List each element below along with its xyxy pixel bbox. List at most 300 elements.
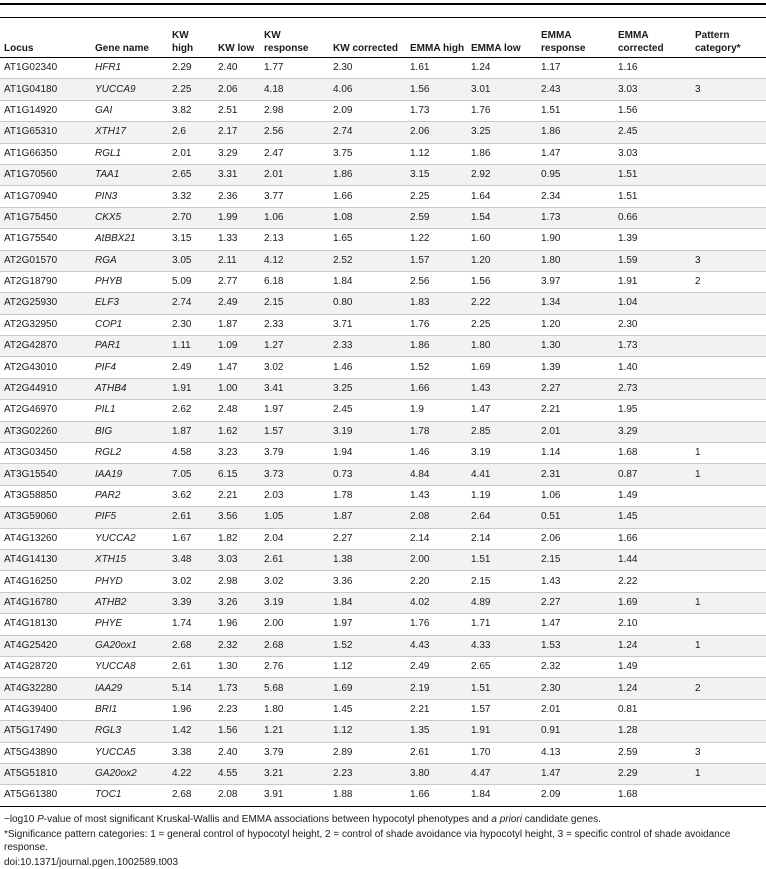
cell-kw-low: 4.55 bbox=[214, 763, 260, 784]
cell-kw-low: 1.00 bbox=[214, 378, 260, 399]
cell-emma-corrected: 1.59 bbox=[614, 250, 691, 271]
cell-emma-low: 1.24 bbox=[467, 58, 537, 79]
cell-locus: AT2G18790 bbox=[0, 271, 91, 292]
cell-emma-high: 1.73 bbox=[406, 100, 467, 121]
cell-locus: AT2G01570 bbox=[0, 250, 91, 271]
cell-kw-corrected: 1.87 bbox=[329, 507, 406, 528]
cell-emma-low: 1.71 bbox=[467, 614, 537, 635]
cell-emma-response: 2.43 bbox=[537, 79, 614, 100]
cell-gene-name: RGA bbox=[91, 250, 168, 271]
table-row bbox=[0, 614, 766, 635]
cell-emma-low: 1.47 bbox=[467, 400, 537, 421]
cell-emma-response: 3.97 bbox=[537, 271, 614, 292]
cell-pattern-category bbox=[691, 314, 766, 335]
table-row bbox=[0, 571, 766, 592]
cell-emma-low: 1.84 bbox=[467, 785, 537, 806]
cell-emma-high: 4.43 bbox=[406, 635, 467, 656]
cell-pattern-category bbox=[691, 656, 766, 677]
cell-kw-response: 2.01 bbox=[260, 164, 329, 185]
cell-emma-corrected: 0.66 bbox=[614, 207, 691, 228]
cell-kw-low: 6.15 bbox=[214, 464, 260, 485]
cell-gene-name: ATHB4 bbox=[91, 378, 168, 399]
table-row bbox=[0, 528, 766, 549]
table-row bbox=[0, 443, 766, 464]
cell-pattern-category bbox=[691, 100, 766, 121]
cell-emma-response: 0.51 bbox=[537, 507, 614, 528]
cell-emma-corrected: 1.45 bbox=[614, 507, 691, 528]
cell-emma-corrected: 1.16 bbox=[614, 58, 691, 79]
cell-gene-name: PIF4 bbox=[91, 357, 168, 378]
table-row bbox=[0, 378, 766, 399]
cell-pattern-category bbox=[691, 229, 766, 250]
cell-kw-response: 1.27 bbox=[260, 336, 329, 357]
cell-kw-high: 1.87 bbox=[168, 421, 214, 442]
cell-emma-response: 1.39 bbox=[537, 357, 614, 378]
cell-emma-response: 2.06 bbox=[537, 528, 614, 549]
cell-gene-name: XTH15 bbox=[91, 549, 168, 570]
cell-kw-corrected: 1.84 bbox=[329, 592, 406, 613]
cell-emma-response: 2.09 bbox=[537, 785, 614, 806]
cell-emma-response: 2.27 bbox=[537, 592, 614, 613]
table-row bbox=[0, 271, 766, 292]
cell-emma-corrected: 1.68 bbox=[614, 443, 691, 464]
cell-kw-high: 2.25 bbox=[168, 79, 214, 100]
col-header-kw-high: KW high bbox=[168, 18, 214, 58]
cell-emma-response: 0.95 bbox=[537, 164, 614, 185]
cell-emma-high: 1.9 bbox=[406, 400, 467, 421]
cell-emma-high: 2.00 bbox=[406, 549, 467, 570]
cell-emma-corrected: 2.30 bbox=[614, 314, 691, 335]
cell-locus: AT4G32280 bbox=[0, 678, 91, 699]
cell-kw-response: 1.21 bbox=[260, 721, 329, 742]
cell-kw-response: 1.80 bbox=[260, 699, 329, 720]
doi-text: doi:10.1371/journal.pgen.1002589.t003 bbox=[4, 856, 179, 868]
cell-gene-name: PHYE bbox=[91, 614, 168, 635]
table-row bbox=[0, 721, 766, 742]
cell-emma-low: 1.69 bbox=[467, 357, 537, 378]
cell-kw-high: 2.61 bbox=[168, 656, 214, 677]
cell-gene-name: YUCCA2 bbox=[91, 528, 168, 549]
cell-kw-corrected: 1.66 bbox=[329, 186, 406, 207]
cell-gene-name: YUCCA8 bbox=[91, 656, 168, 677]
cell-emma-response: 2.30 bbox=[537, 678, 614, 699]
cell-gene-name: RGL1 bbox=[91, 143, 168, 164]
cell-kw-high: 2.29 bbox=[168, 58, 214, 79]
table-row bbox=[0, 742, 766, 763]
cell-emma-low: 1.20 bbox=[467, 250, 537, 271]
cell-kw-high: 5.09 bbox=[168, 271, 214, 292]
cell-emma-corrected: 1.40 bbox=[614, 357, 691, 378]
cell-kw-high: 3.62 bbox=[168, 485, 214, 506]
cell-kw-low: 2.32 bbox=[214, 635, 260, 656]
table-row bbox=[0, 357, 766, 378]
cell-kw-low: 3.29 bbox=[214, 143, 260, 164]
cell-emma-high: 1.66 bbox=[406, 378, 467, 399]
cell-kw-low: 1.99 bbox=[214, 207, 260, 228]
cell-emma-response: 1.86 bbox=[537, 122, 614, 143]
cell-kw-corrected: 1.94 bbox=[329, 443, 406, 464]
cell-kw-response: 6.18 bbox=[260, 271, 329, 292]
cell-locus: AT1G02340 bbox=[0, 58, 91, 79]
cell-locus: AT1G70940 bbox=[0, 186, 91, 207]
cell-emma-high: 2.14 bbox=[406, 528, 467, 549]
col-header-kw-low: KW low bbox=[214, 18, 260, 58]
cell-kw-response: 1.77 bbox=[260, 58, 329, 79]
candidate-gene-table bbox=[0, 17, 766, 807]
cell-kw-low: 2.11 bbox=[214, 250, 260, 271]
cell-kw-low: 2.49 bbox=[214, 293, 260, 314]
cell-kw-low: 2.40 bbox=[214, 58, 260, 79]
cell-locus: AT1G70560 bbox=[0, 164, 91, 185]
cell-emma-response: 1.34 bbox=[537, 293, 614, 314]
cell-pattern-category: 2 bbox=[691, 678, 766, 699]
cell-kw-corrected: 1.38 bbox=[329, 549, 406, 570]
cell-gene-name: BRI1 bbox=[91, 699, 168, 720]
cell-pattern-category bbox=[691, 122, 766, 143]
table-row bbox=[0, 143, 766, 164]
cell-emma-corrected: 0.87 bbox=[614, 464, 691, 485]
cell-kw-response: 2.56 bbox=[260, 122, 329, 143]
cell-kw-low: 2.51 bbox=[214, 100, 260, 121]
cell-kw-low: 1.47 bbox=[214, 357, 260, 378]
cell-emma-high: 1.57 bbox=[406, 250, 467, 271]
cell-emma-high: 4.84 bbox=[406, 464, 467, 485]
table-row bbox=[0, 763, 766, 784]
table-row bbox=[0, 464, 766, 485]
cell-pattern-category bbox=[691, 485, 766, 506]
cell-kw-low: 1.09 bbox=[214, 336, 260, 357]
table-row bbox=[0, 229, 766, 250]
cell-pattern-category bbox=[691, 400, 766, 421]
col-header-emma-low: EMMA low bbox=[467, 18, 537, 58]
cell-kw-corrected: 1.12 bbox=[329, 656, 406, 677]
cell-locus: AT1G66350 bbox=[0, 143, 91, 164]
cell-gene-name: PHYD bbox=[91, 571, 168, 592]
cell-gene-name: TOC1 bbox=[91, 785, 168, 806]
cell-kw-low: 2.48 bbox=[214, 400, 260, 421]
cell-kw-high: 2.68 bbox=[168, 635, 214, 656]
cell-emma-corrected: 1.44 bbox=[614, 549, 691, 570]
cell-emma-low: 1.86 bbox=[467, 143, 537, 164]
cell-emma-high: 2.21 bbox=[406, 699, 467, 720]
table-row bbox=[0, 100, 766, 121]
table-row bbox=[0, 250, 766, 271]
cell-kw-corrected: 3.36 bbox=[329, 571, 406, 592]
cell-gene-name: PIL1 bbox=[91, 400, 168, 421]
cell-kw-low: 1.33 bbox=[214, 229, 260, 250]
cell-kw-high: 5.14 bbox=[168, 678, 214, 699]
cell-kw-high: 1.67 bbox=[168, 528, 214, 549]
cell-emma-corrected: 1.51 bbox=[614, 186, 691, 207]
cell-emma-low: 1.60 bbox=[467, 229, 537, 250]
cell-emma-high: 1.78 bbox=[406, 421, 467, 442]
cell-emma-response: 1.47 bbox=[537, 763, 614, 784]
cell-kw-response: 1.97 bbox=[260, 400, 329, 421]
cell-emma-response: 1.80 bbox=[537, 250, 614, 271]
cell-emma-high: 2.49 bbox=[406, 656, 467, 677]
cell-emma-response: 2.01 bbox=[537, 699, 614, 720]
cell-kw-high: 1.96 bbox=[168, 699, 214, 720]
table-row bbox=[0, 122, 766, 143]
cell-pattern-category bbox=[691, 186, 766, 207]
cell-locus: AT4G16780 bbox=[0, 592, 91, 613]
cell-kw-low: 2.40 bbox=[214, 742, 260, 763]
cell-emma-response: 1.20 bbox=[537, 314, 614, 335]
cell-kw-low: 2.98 bbox=[214, 571, 260, 592]
cell-locus: AT4G28720 bbox=[0, 656, 91, 677]
cell-emma-response: 2.27 bbox=[537, 378, 614, 399]
cell-gene-name: XTH17 bbox=[91, 122, 168, 143]
table-row bbox=[0, 293, 766, 314]
cell-kw-high: 2.74 bbox=[168, 293, 214, 314]
cell-emma-response: 1.47 bbox=[537, 143, 614, 164]
cell-emma-corrected: 1.73 bbox=[614, 336, 691, 357]
cell-emma-response: 2.31 bbox=[537, 464, 614, 485]
cell-emma-corrected: 1.49 bbox=[614, 485, 691, 506]
cell-locus: AT5G51810 bbox=[0, 763, 91, 784]
cell-kw-response: 4.18 bbox=[260, 79, 329, 100]
cell-locus: AT4G13260 bbox=[0, 528, 91, 549]
cell-gene-name: YUCCA5 bbox=[91, 742, 168, 763]
cell-kw-corrected: 1.84 bbox=[329, 271, 406, 292]
cell-kw-high: 3.02 bbox=[168, 571, 214, 592]
cell-pattern-category bbox=[691, 699, 766, 720]
cell-kw-low: 2.17 bbox=[214, 122, 260, 143]
col-header-emma-high: EMMA high bbox=[406, 18, 467, 58]
cell-emma-high: 1.61 bbox=[406, 58, 467, 79]
cell-kw-high: 2.30 bbox=[168, 314, 214, 335]
cell-kw-low: 1.87 bbox=[214, 314, 260, 335]
cell-pattern-category bbox=[691, 421, 766, 442]
header-row bbox=[0, 18, 766, 58]
cell-emma-low: 1.76 bbox=[467, 100, 537, 121]
cell-emma-high: 3.80 bbox=[406, 763, 467, 784]
col-header-gene-name: Gene name bbox=[91, 18, 168, 58]
table-body bbox=[0, 58, 766, 807]
cell-gene-name: ATHB2 bbox=[91, 592, 168, 613]
cell-locus: AT1G75540 bbox=[0, 229, 91, 250]
cell-emma-low: 3.19 bbox=[467, 443, 537, 464]
cell-pattern-category bbox=[691, 549, 766, 570]
cell-gene-name: PAR1 bbox=[91, 336, 168, 357]
cell-kw-response: 4.12 bbox=[260, 250, 329, 271]
cell-pattern-category bbox=[691, 571, 766, 592]
cell-kw-high: 2.6 bbox=[168, 122, 214, 143]
cell-gene-name: HFR1 bbox=[91, 58, 168, 79]
cell-kw-response: 2.15 bbox=[260, 293, 329, 314]
cell-pattern-category bbox=[691, 721, 766, 742]
cell-emma-high: 1.52 bbox=[406, 357, 467, 378]
col-header-locus: Locus bbox=[0, 18, 91, 58]
cell-kw-corrected: 2.33 bbox=[329, 336, 406, 357]
cell-kw-corrected: 2.30 bbox=[329, 58, 406, 79]
cell-kw-response: 2.98 bbox=[260, 100, 329, 121]
cell-pattern-category bbox=[691, 143, 766, 164]
cell-kw-low: 2.06 bbox=[214, 79, 260, 100]
cell-emma-low: 1.51 bbox=[467, 549, 537, 570]
cell-gene-name: GA20ox1 bbox=[91, 635, 168, 656]
cell-locus: AT5G17490 bbox=[0, 721, 91, 742]
cell-emma-low: 2.92 bbox=[467, 164, 537, 185]
cell-pattern-category bbox=[691, 293, 766, 314]
cell-kw-high: 2.70 bbox=[168, 207, 214, 228]
table-row bbox=[0, 785, 766, 806]
cell-gene-name: AtBBX21 bbox=[91, 229, 168, 250]
cell-emma-corrected: 2.45 bbox=[614, 122, 691, 143]
cell-kw-low: 3.31 bbox=[214, 164, 260, 185]
cell-kw-corrected: 1.69 bbox=[329, 678, 406, 699]
table-row bbox=[0, 79, 766, 100]
cell-emma-low: 2.15 bbox=[467, 571, 537, 592]
cell-kw-high: 1.91 bbox=[168, 378, 214, 399]
cell-emma-high: 1.12 bbox=[406, 143, 467, 164]
cell-kw-corrected: 1.08 bbox=[329, 207, 406, 228]
cell-emma-low: 2.85 bbox=[467, 421, 537, 442]
cell-kw-high: 1.42 bbox=[168, 721, 214, 742]
cell-kw-high: 2.68 bbox=[168, 785, 214, 806]
cell-emma-corrected: 1.24 bbox=[614, 635, 691, 656]
cell-kw-low: 3.56 bbox=[214, 507, 260, 528]
cell-kw-response: 5.68 bbox=[260, 678, 329, 699]
table-row bbox=[0, 400, 766, 421]
cell-pattern-category bbox=[691, 357, 766, 378]
cell-emma-response: 1.43 bbox=[537, 571, 614, 592]
cell-kw-response: 2.03 bbox=[260, 485, 329, 506]
cell-emma-high: 1.56 bbox=[406, 79, 467, 100]
cell-locus: AT1G14920 bbox=[0, 100, 91, 121]
cell-kw-low: 1.96 bbox=[214, 614, 260, 635]
cell-kw-low: 3.23 bbox=[214, 443, 260, 464]
cell-emma-low: 4.33 bbox=[467, 635, 537, 656]
table-row bbox=[0, 549, 766, 570]
cell-emma-response: 1.90 bbox=[537, 229, 614, 250]
cell-kw-corrected: 3.25 bbox=[329, 378, 406, 399]
cell-emma-corrected: 1.04 bbox=[614, 293, 691, 314]
cell-locus: AT4G16250 bbox=[0, 571, 91, 592]
cell-kw-corrected: 1.97 bbox=[329, 614, 406, 635]
table-row bbox=[0, 485, 766, 506]
table-row bbox=[0, 635, 766, 656]
cell-pattern-category: 2 bbox=[691, 271, 766, 292]
cell-kw-low: 3.26 bbox=[214, 592, 260, 613]
cell-kw-high: 3.32 bbox=[168, 186, 214, 207]
cell-emma-corrected: 2.29 bbox=[614, 763, 691, 784]
cell-pattern-category: 1 bbox=[691, 635, 766, 656]
cell-emma-high: 1.86 bbox=[406, 336, 467, 357]
cell-emma-low: 1.64 bbox=[467, 186, 537, 207]
cell-emma-low: 1.19 bbox=[467, 485, 537, 506]
cell-kw-corrected: 1.46 bbox=[329, 357, 406, 378]
cell-emma-corrected: 3.29 bbox=[614, 421, 691, 442]
cell-emma-response: 4.13 bbox=[537, 742, 614, 763]
cell-locus: AT2G42870 bbox=[0, 336, 91, 357]
cell-kw-corrected: 1.78 bbox=[329, 485, 406, 506]
cell-emma-corrected: 3.03 bbox=[614, 79, 691, 100]
cell-emma-high: 2.25 bbox=[406, 186, 467, 207]
cell-emma-corrected: 1.95 bbox=[614, 400, 691, 421]
cell-emma-corrected: 1.56 bbox=[614, 100, 691, 121]
cell-kw-response: 3.02 bbox=[260, 571, 329, 592]
cell-locus: AT1G75450 bbox=[0, 207, 91, 228]
cell-kw-corrected: 2.52 bbox=[329, 250, 406, 271]
cell-kw-high: 1.11 bbox=[168, 336, 214, 357]
cell-emma-response: 2.15 bbox=[537, 549, 614, 570]
cell-emma-high: 1.76 bbox=[406, 314, 467, 335]
cell-kw-corrected: 1.52 bbox=[329, 635, 406, 656]
col-header-emma-corrected: EMMA corrected bbox=[614, 18, 691, 58]
cell-pattern-category: 1 bbox=[691, 592, 766, 613]
cell-kw-high: 3.38 bbox=[168, 742, 214, 763]
cell-locus: AT1G65310 bbox=[0, 122, 91, 143]
cell-emma-corrected: 2.59 bbox=[614, 742, 691, 763]
cell-kw-corrected: 3.19 bbox=[329, 421, 406, 442]
table-row bbox=[0, 592, 766, 613]
cell-kw-response: 2.68 bbox=[260, 635, 329, 656]
cell-kw-response: 2.33 bbox=[260, 314, 329, 335]
col-header-kw-response: KW response bbox=[260, 18, 329, 58]
cell-kw-high: 2.61 bbox=[168, 507, 214, 528]
cell-kw-low: 2.36 bbox=[214, 186, 260, 207]
cell-gene-name: YUCCA9 bbox=[91, 79, 168, 100]
cell-emma-low: 2.25 bbox=[467, 314, 537, 335]
cell-kw-high: 1.74 bbox=[168, 614, 214, 635]
cell-kw-high: 2.01 bbox=[168, 143, 214, 164]
table-row bbox=[0, 186, 766, 207]
cell-kw-response: 1.57 bbox=[260, 421, 329, 442]
cell-emma-low: 3.01 bbox=[467, 79, 537, 100]
cell-pattern-category: 1 bbox=[691, 763, 766, 784]
cell-kw-high: 2.62 bbox=[168, 400, 214, 421]
cell-locus: AT4G14130 bbox=[0, 549, 91, 570]
cell-pattern-category bbox=[691, 507, 766, 528]
cell-locus: AT2G32950 bbox=[0, 314, 91, 335]
cell-locus: AT4G39400 bbox=[0, 699, 91, 720]
cell-locus: AT5G43890 bbox=[0, 742, 91, 763]
cell-kw-low: 2.21 bbox=[214, 485, 260, 506]
cell-kw-low: 1.56 bbox=[214, 721, 260, 742]
cell-kw-response: 3.91 bbox=[260, 785, 329, 806]
footnote-significance: *Significance pattern categories: 1 = general control of hypocotyl height, 2 = control of shade avoidance via hypocotyl height, 3 = specific control of shade avoidance response. bbox=[4, 828, 731, 853]
cell-pattern-category: 3 bbox=[691, 79, 766, 100]
cell-emma-response: 2.32 bbox=[537, 656, 614, 677]
cell-emma-low: 1.80 bbox=[467, 336, 537, 357]
cell-emma-corrected: 3.03 bbox=[614, 143, 691, 164]
cell-pattern-category bbox=[691, 58, 766, 79]
cell-gene-name: BIG bbox=[91, 421, 168, 442]
cell-kw-high: 3.05 bbox=[168, 250, 214, 271]
cell-kw-low: 1.30 bbox=[214, 656, 260, 677]
cell-pattern-category: 3 bbox=[691, 742, 766, 763]
cell-emma-low: 2.64 bbox=[467, 507, 537, 528]
cell-locus: AT4G25420 bbox=[0, 635, 91, 656]
cell-emma-low: 1.51 bbox=[467, 678, 537, 699]
cell-kw-low: 1.62 bbox=[214, 421, 260, 442]
cell-emma-low: 1.43 bbox=[467, 378, 537, 399]
cell-emma-low: 4.41 bbox=[467, 464, 537, 485]
cell-emma-response: 1.73 bbox=[537, 207, 614, 228]
cell-emma-high: 2.19 bbox=[406, 678, 467, 699]
cell-emma-high: 2.59 bbox=[406, 207, 467, 228]
table-row bbox=[0, 314, 766, 335]
cell-emma-corrected: 2.10 bbox=[614, 614, 691, 635]
cell-kw-low: 1.82 bbox=[214, 528, 260, 549]
cell-emma-response: 1.17 bbox=[537, 58, 614, 79]
cell-kw-corrected: 0.80 bbox=[329, 293, 406, 314]
cell-gene-name: RGL3 bbox=[91, 721, 168, 742]
cell-emma-high: 1.76 bbox=[406, 614, 467, 635]
cell-kw-response: 3.41 bbox=[260, 378, 329, 399]
cell-emma-high: 2.61 bbox=[406, 742, 467, 763]
